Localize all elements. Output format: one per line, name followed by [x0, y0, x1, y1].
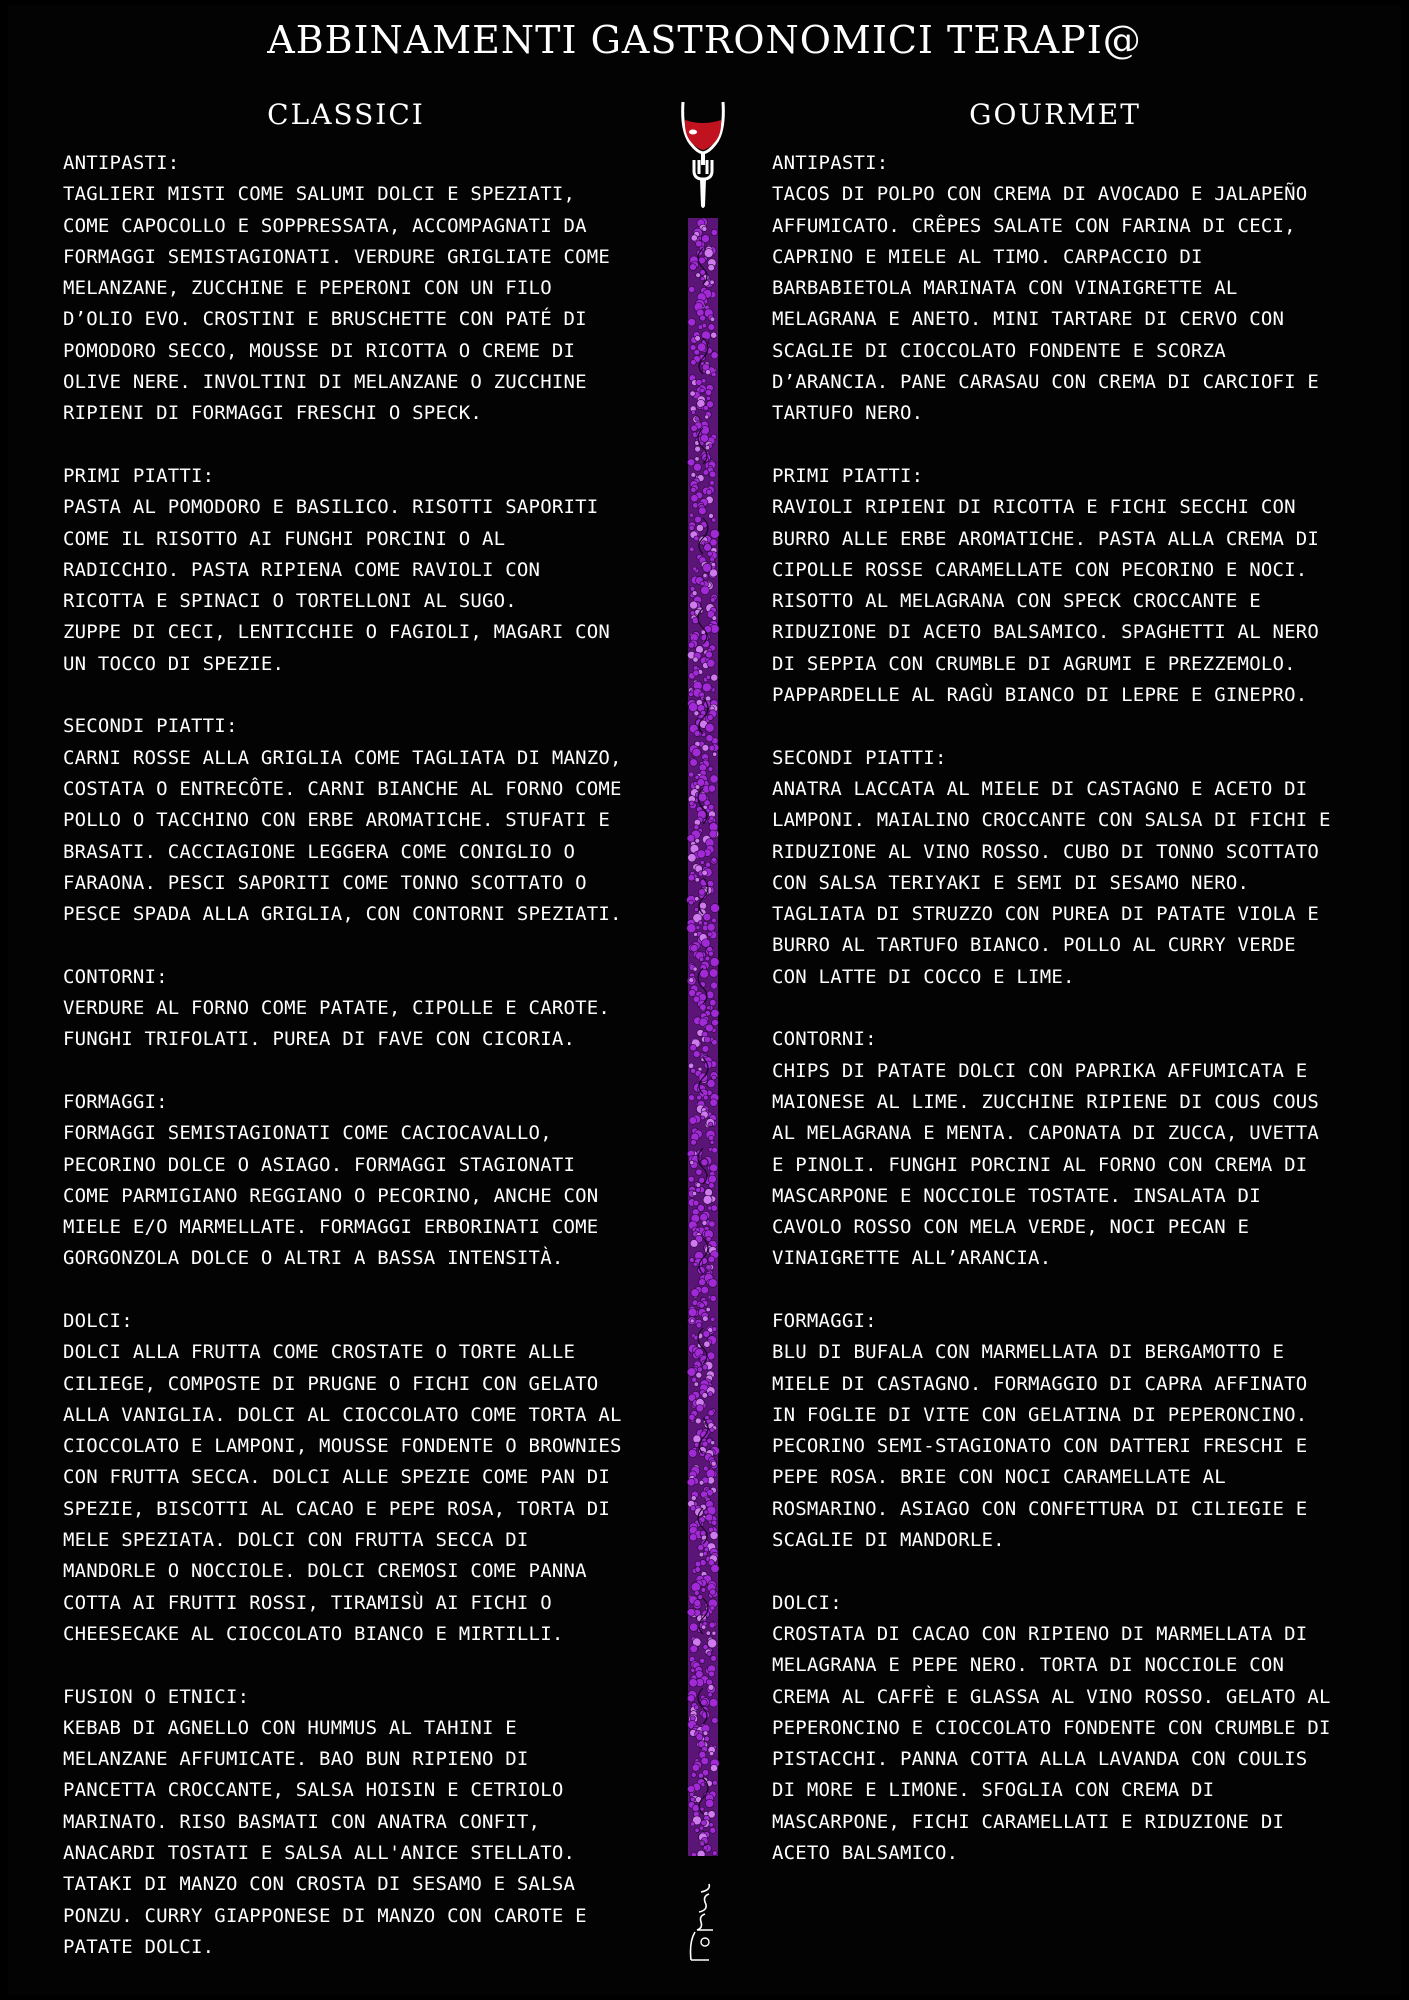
grape-vine-divider	[686, 218, 720, 1856]
menu-section	[63, 1306, 663, 1650]
column-title-gourmet: GOURMET	[969, 98, 1141, 131]
menu-section	[772, 1024, 1372, 1274]
menu-section	[63, 711, 663, 930]
section-heading: PRIMI PIATTI:	[63, 464, 215, 487]
section-body: BLU DI BUFALA CON MARMELLATA DI BERGAMOTTO E MIELE DI CASTAGNO. FORMAGGIO DI CAPRA AFFINATO IN FOGLIE DI VITE CON GELATINA DI PEPERONCINO. PECORINO SEMI-STAGIONATO CON DATTERI FRESCHI E PEPE ROSA. BRIE CON NOCI CARAMELLATE AL ROSMARINO. ASIAGO CON CONFETTURA DI CILIEGIE E SCAGLIE DI MANDORLE.	[772, 1341, 1308, 1552]
menu-section	[772, 1588, 1372, 1870]
menu-section	[772, 743, 1372, 993]
section-body: VERDURE AL FORNO COME PATATE, CIPOLLE E CAROTE. FUNGHI TRIFOLATI. PUREA DI FAVE CON CICORIA.	[63, 997, 611, 1051]
section-body: TACOS DI POLPO CON CREMA DI AVOCADO E JALAPEÑO AFFUMICATO. CRÊPES SALATE CON FARINA DI CECI, CAPRINO E MIELE AL TIMO. CARPACCIO DI BARBABIETOLA MARINATA CON VINAIGRETTE AL MELAGRANA E ANETO. MINI TARTARE DI CERVO CON SCAGLIE DI CIOCCOLATO FONDENTE E SCORZA D’ARANCIA. PANE CARASAU CON CREMA DI CARCIOFI E TARTUFO NERO.	[772, 183, 1320, 425]
menu-section	[772, 1306, 1372, 1556]
section-heading: FORMAGGI:	[63, 1090, 168, 1113]
section-body: CARNI ROSSE ALLA GRIGLIA COME TAGLIATA DI MANZO, COSTATA O ENTRECÔTE. CARNI BIANCHE AL FORNO COME POLLO O TACCHINO CON ERBE AROMATICHE. STUFATI E BRASATI. CACCIAGIONE LEGGERA COME CONIGLIO O FARAONA. PESCI SAPORITI COME TONNO SCOTTATO O PESCE SPADA ALLA GRIGLIA, CON CONTORNI SPEZIATI.	[63, 746, 622, 926]
section-body: FORMAGGI SEMISTAGIONATI COME CACIOCAVALLO, PECORINO DOLCE O ASIAGO. FORMAGGI STAGIONATI COME PARMIGIANO REGGIANO O PECORINO, ANCHE CON MIELE E/O MARMELLATE. FORMAGGI ERBORINATI COME GORGONZOLA DOLCE O ALTRI A BASSA INTENSITÀ.	[63, 1122, 599, 1270]
section-heading: CONTORNI:	[772, 1028, 877, 1051]
section-heading: FORMAGGI:	[772, 1309, 877, 1332]
section-body: CROSTATA DI CACAO CON RIPIENO DI MARMELLATA DI MELAGRANA E PEPE NERO. TORTA DI NOCCIOLE CON CREMA AL CAFFÈ E GLASSA AL VINO ROSSO. GELATO AL PEPERONCINO E CIOCCOLATO FONDENTE CON CRUMBLE DI PISTACCHI. PANNA COTTA ALLA LAVANDA CON COULIS DI MORE E LIMONE. SFOGLIA CON CREMA DI MASCARPONE, FICHI CARAMELLATI E RIDUZIONE DI ACETO BALSAMICO.	[772, 1622, 1331, 1865]
menu-section	[772, 461, 1372, 711]
section-body: CHIPS DI PATATE DOLCI CON PAPRIKA AFFUMICATA E MAIONESE AL LIME. ZUCCHINE RIPIENE DI COUS COUS AL MELAGRANA E MENTA. CAPONATA DI ZUCCA, UVETTA E PINOLI. FUNGHI PORCINI AL FORNO CON CREMA DI MASCARPONE E NOCCIOLE TOSTATE. INSALATA DI CAVOLO ROSSO CON MELA VERDE, NOCI PECAN E VINAIGRETTE ALL’ARANCIA.	[772, 1059, 1320, 1270]
section-heading: ANTIPASTI:	[772, 152, 889, 174]
section-heading: ANTIPASTI:	[63, 152, 180, 174]
section-body: PASTA AL POMODORO E BASILICO. RISOTTI SAPORITI COME IL RISOTTO AI FUNGHI PORCINI O AL RADICCHIO. PASTA RIPIENA COME RAVIOLI CON RICOTTA E SPINACI O TORTELLONI AL SUGO. ZUPPE DI CECI, LENTICCHIE O FAGIOLI, MAGARI CON UN TOCCO DI SPEZIE.	[63, 496, 611, 675]
section-heading: FUSION O ETNICI:	[63, 1685, 250, 1708]
section-body: ANATRA LACCATA AL MIELE DI CASTAGNO E ACETO DI LAMPONI. MAIALINO CROCCANTE CON SALSA DI FICHI E RIDUZIONE AL VINO ROSSO. CUBO DI TONNO SCOTTATO CON SALSA TERIYAKI E SEMI DI SESAMO NERO. TAGLIATA DI STRUZZO CON PUREA DI PATATE VIOLA E BURRO AL TARTUFO BIANCO. POLLO AL CURRY VERDE CON LATTE DI COCCO E LIME.	[772, 777, 1331, 988]
menu-section	[63, 962, 663, 1056]
section-heading: DOLCI:	[772, 1591, 842, 1614]
column-gourmet	[772, 148, 1372, 1901]
wine-glass-fork-icon	[673, 98, 733, 210]
menu-section	[63, 148, 663, 430]
menu-section	[63, 1682, 663, 1964]
column-classici	[63, 148, 663, 1995]
menu-section	[63, 461, 663, 680]
section-body: DOLCI ALLA FRUTTA COME CROSTATE O TORTE ALLE CILIEGE, COMPOSTE DI PRUGNE O FICHI CON GELATO ALLA VANIGLIA. DOLCI AL CIOCCOLATO COME TORTA AL CIOCCOLATO E LAMPONI, MOUSSE FONDENTE O BROWNIES CON FRUTTA SECCA. DOLCI ALLE SPEZIE COME PAN DI SPEZIE, BISCOTTI AL CACAO E PEPE ROSA, TORTA DI MELE SPEZIATA. DOLCI CON FRUTTA SECCA DI MANDORLE O NOCCIOLE. DOLCI CREMOSI COME PANNA COTTA AI FRUTTI ROSSI, TIRAMISÙ AI FICHI O CHEESECAKE AL CIOCCOLATO BIANCO E MIRTILLI.	[63, 1341, 622, 1645]
section-heading: CONTORNI:	[63, 965, 168, 988]
section-heading: DOLCI:	[63, 1309, 133, 1332]
section-body: KEBAB DI AGNELLO CON HUMMUS AL TAHINI E MELANZANE AFFUMICATE. BAO BUN RIPIENO DI PANCETTA CROCCANTE, SALSA HOISIN E CETRIOLO MARINATO. RISO BASMATI CON ANATRA CONFIT, ANACARDI TOSTATI E SALSA ALL'ANICE STELLATO. TATAKI DI MANZO CON CROSTA DI SESAMO E SALSA PONZU. CURRY GIAPPONESE DI MANZO CON CAROTE E PATATE DOLCI.	[63, 1716, 587, 1958]
section-heading: SECONDI PIATTI:	[772, 746, 947, 769]
section-body: RAVIOLI RIPIENI DI RICOTTA E FICHI SECCHI CON BURRO ALLE ERBE AROMATICHE. PASTA ALLA CREMA DI CIPOLLE ROSSE CARAMELLATE CON PECORINO E NOCI. RISOTTO AL MELAGRANA CON SPECK CROCCANTE E RIDUZIONE DI ACETO BALSAMICO. SPAGHETTI AL NERO DI SEPPIA CON CRUMBLE DI AGRUMI E PREZZEMOLO. PAPPARDELLE AL RAGÙ BIANCO DI LEPRE E GINEPRO.	[772, 496, 1320, 707]
column-title-classici: CLASSICI	[267, 98, 425, 131]
section-heading: SECONDI PIATTI:	[63, 715, 238, 738]
section-body: TAGLIERI MISTI COME SALUMI DOLCI E SPEZIATI, COME CAPOCOLLO E SOPPRESSATA, ACCOMPAGNATI DA FORMAGGI SEMISTAGIONATI. VERDURE GRIGLIATE COME MELANZANE, ZUCCHINE E PEPERONI CON UN FILO D’OLIO EVO. CROSTINI E BRUSCHETTE CON PATÉ DI POMODORO SECCO, MOUSSE DI RICOTTA O CREME DI OLIVE NERE. INVOLTINI DI MELANZANE O ZUCCHINE RIPIENI DI FORMAGGI FRESCHI O SPECK.	[63, 183, 611, 425]
signature-logo	[683, 1882, 723, 1962]
section-heading: PRIMI PIATTI:	[772, 464, 924, 487]
page-title: ABBINAMENTI GASTRONOMICI TERAPI@	[267, 18, 1142, 62]
menu-section	[772, 148, 1372, 430]
menu-section	[63, 1087, 663, 1275]
